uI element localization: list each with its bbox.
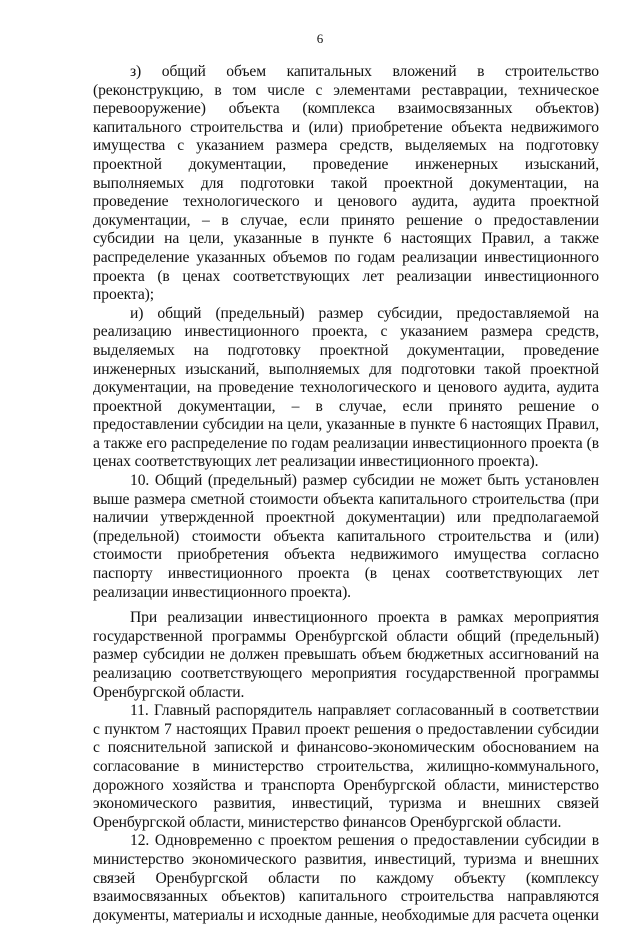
paragraph-item-i: и) общий (предельный) размер субсидии, предоставляемой на реализацию инвестиционного проекта, с указанием размера средств, выделяемых на подготовку проектной документации, проведение инженерных изысканий, выполняемых для подготовки такой проектной документации, на проведение технологического и ценового аудита, аудита проектной документации, – в случае, если принято решение о предоставлении субсидии на цели, указанные в пункте 6 настоящих Правил, а также его распределение по годам реализации инвестиционного проекта (в ценах соответствующих лет реализации инвестиционного проекта).	[93, 304, 599, 471]
document-body	[93, 63, 599, 925]
paragraph-clause-10-continuation: При реализации инвестиционного проекта в рамках мероприятия государственной программы Оренбургской области общий (предельный) размер субсидии не должен превышать объем бюджетных ассигнований на реализацию соответствующего мероприятия государственной программы Оренбургской области.	[93, 609, 599, 701]
paragraph-clause-12: 12. Одновременно с проектом решения о предоставлении субсидии в министерство экономического развития, инвестиций, туризма и внешних связей Оренбургской области по каждому объекту (комплексу взаимосвязанных объектов) капитального строительства направляются документы, материалы и исходные данные, необходимые для расчета оценки	[93, 832, 599, 924]
paragraph-clause-10: 10. Общий (предельный) размер субсидии не может быть установлен выше размера сметной стоимости объекта капитального строительства (при наличии утвержденной проектной документации) или предполагаемой (предельной) стоимости объекта капитального строительства и (или) стоимости приобретения объекта недвижимого имущества согласно паспорту инвестиционного проекта (в ценах соответствующих лет реализации инвестиционного проекта).	[93, 472, 599, 601]
paragraph-item-z: з) общий объем капитальных вложений в строительство (реконструкцию, в том числе с элементами реставрации, техническое перевооружение) объекта (комплекса взаимосвязанных объектов) капитального строительства и (или) приобретение объекта недвижимого имущества с указанием размера средств, выделяемых на подготовку проектной документации, проведение инженерных изысканий, выполняемых для подготовки такой проектной документации, на проведение технологического и ценового аудита, аудита проектной документации, – в случае, если принято решение о предоставлении субсидии на цели, указанные в пункте 6 настоящих Правил, а также распределение указанных объемов по годам реализации инвестиционного проекта (в ценах соответствующих лет реализации инвестиционного проекта);	[93, 63, 599, 304]
paragraph-clause-11: 11. Главный распорядитель направляет согласованный в соответствии с пунктом 7 настоящих Правил проект решения о предоставлении субсидии с пояснительной запиской и финансово-экономическим обоснованием на согласование в министерство строительства, жилищно-коммунального, дорожного хозяйства и транспорта Оренбургской области, министерство экономического развития, инвестиций, туризма и внешних связей Оренбургской области, министерство финансов Оренбургской области.	[93, 702, 599, 831]
page-number: 6	[316, 31, 324, 46]
